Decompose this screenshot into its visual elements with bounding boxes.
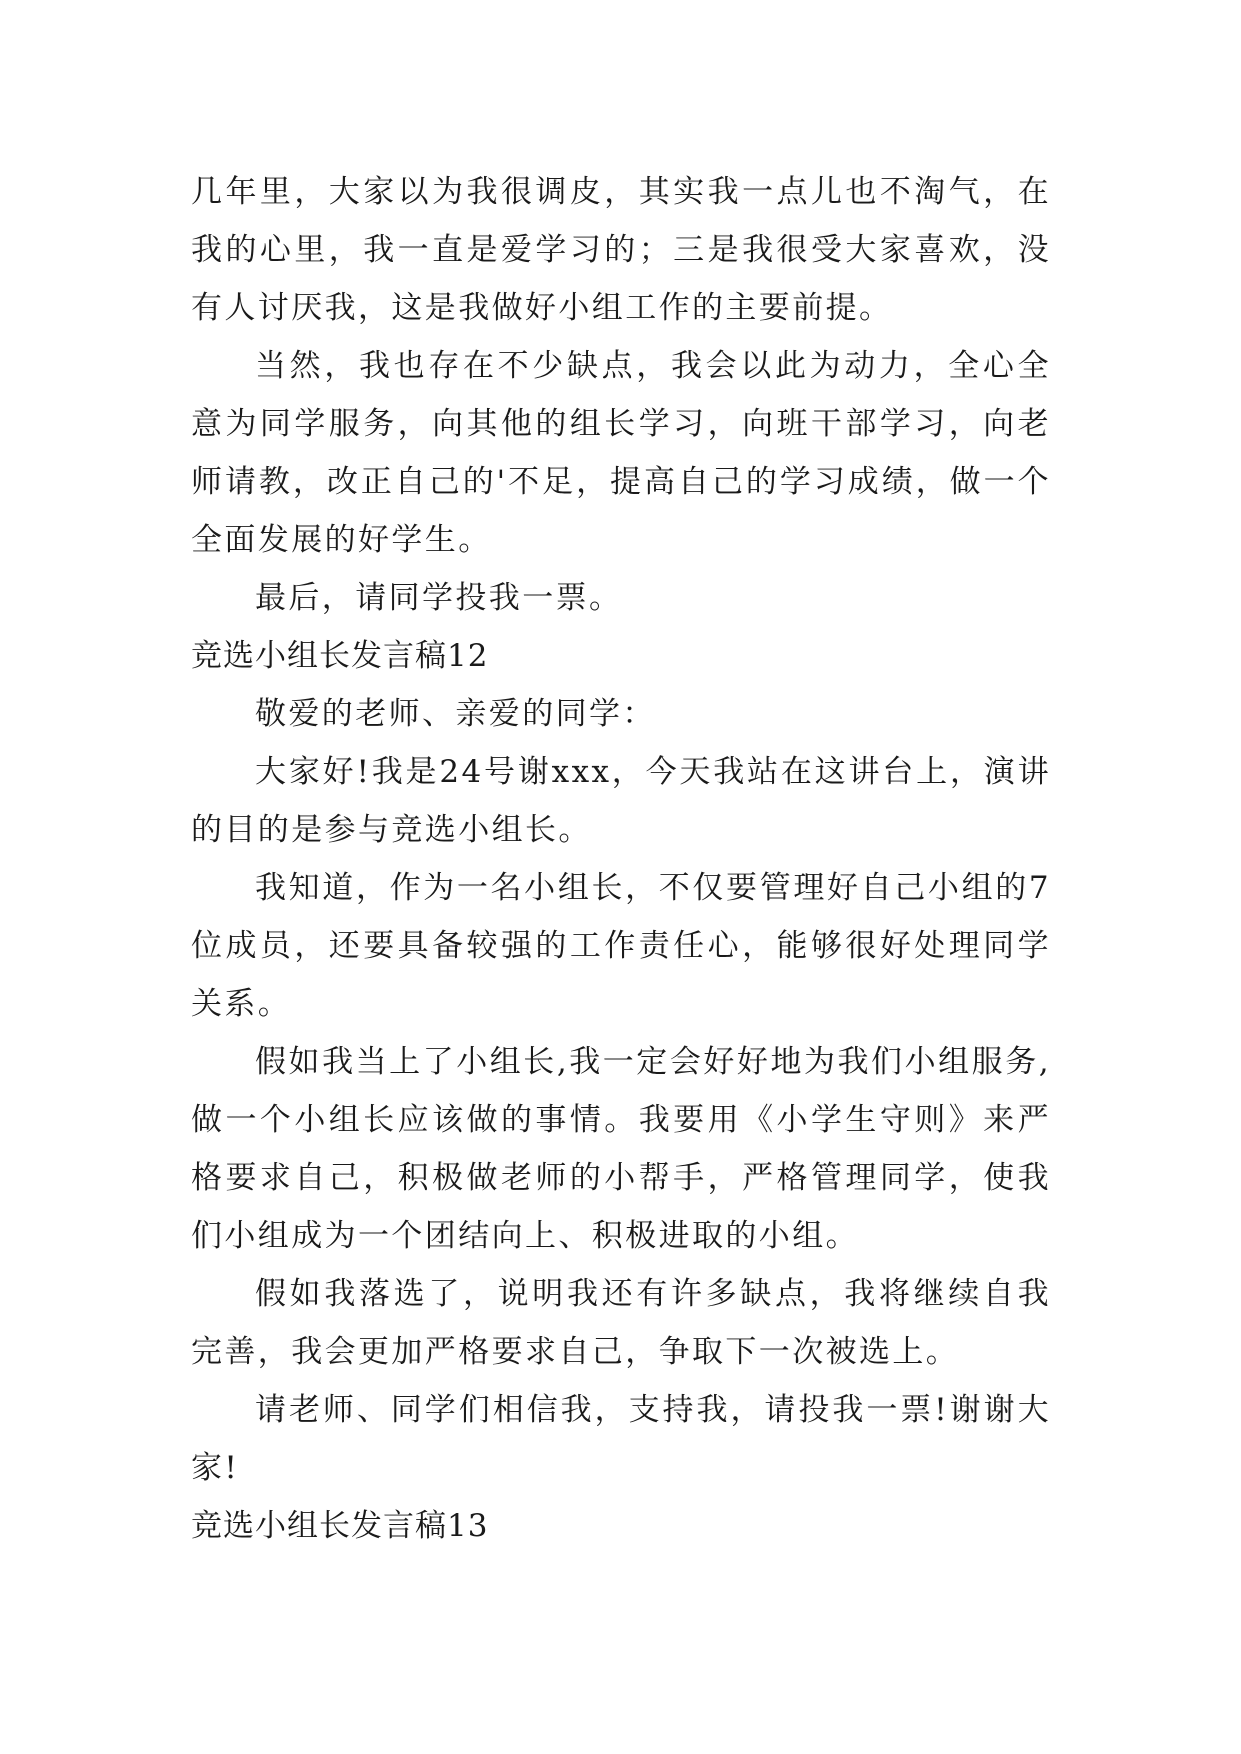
paragraph-closing-vote: 最后，请同学投我一票。 bbox=[255, 580, 623, 616]
paragraph-greeting: 大家好!我是24号谢xxx，今天我站在这讲台上，演讲的目的是参与竞选小组长。 bbox=[191, 754, 1051, 848]
paragraph-responsibility: 我知道，作为一名小组长，不仅要管理好自己小组的7位成员，还要具备较强的工作责任心，能够很好处理同学关系。 bbox=[191, 870, 1051, 1022]
section-heading-13: 竞选小组长发言稿13 bbox=[191, 1508, 489, 1544]
paragraph-thanks: 请老师、同学们相信我，支持我，请投我一票!谢谢大家! bbox=[191, 1392, 1051, 1486]
paragraph-continuation: 几年里，大家以为我很调皮，其实我一点儿也不淘气，在我的心里，我一直是爱学习的；三是我很受大家喜欢，没有人讨厌我，这是我做好小组工作的主要前提。 bbox=[191, 174, 1051, 326]
paragraph-if-not-elected: 假如我落选了，说明我还有许多缺点，我将继续自我完善，我会更加严格要求自己，争取下一次被选上。 bbox=[191, 1276, 1051, 1370]
paragraph-salutation: 敬爱的老师、亲爱的同学： bbox=[255, 696, 656, 732]
section-heading-12: 竞选小组长发言稿12 bbox=[191, 638, 489, 674]
paragraph-if-elected: 假如我当上了小组长,我一定会好好地为我们小组服务,做一个小组长应该做的事情。我要用《小学生守则》来严格要求自己，积极做老师的小帮手，严格管理同学，使我们小组成为一个团结向上、积极进取的小组。 bbox=[191, 1044, 1051, 1254]
paragraph-shortcomings: 当然，我也存在不少缺点，我会以此为动力，全心全意为同学服务，向其他的组长学习，向班干部学习，向老师请教，改正自己的'不足，提高自己的学习成绩，做一个全面发展的好学生。 bbox=[191, 348, 1051, 558]
document-body bbox=[191, 163, 1051, 1555]
